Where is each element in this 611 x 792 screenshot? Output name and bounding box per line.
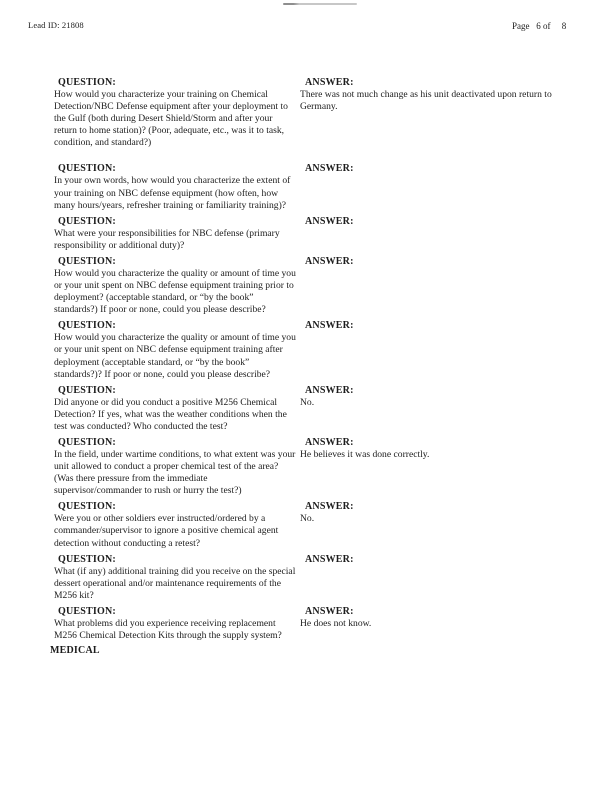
medical-section-heading: MEDICAL xyxy=(50,645,100,657)
question-text: Were you or other soldiers ever instructed/ordered by a commander/supervisor to ignore a positive chemical agent detection without conducting a retest? xyxy=(54,513,279,549)
question-label: QUESTION: xyxy=(58,163,116,175)
question-text: In your own words, how would you characterize the extent of your training on NBC defense equipment (how often, how many hours/years, refresher training or familiarity training)? xyxy=(54,175,291,211)
question-text: In the field, under wartime conditions, to what extent was your unit allowed to conduct a proper chemical test of the area? (Was there pressure from the immediate supervisor/commander to rush or hurry the test?) xyxy=(54,448,296,497)
question-column xyxy=(50,605,299,642)
question-column xyxy=(50,215,299,252)
qa-block xyxy=(50,384,572,433)
answer-label: ANSWER: xyxy=(305,77,354,88)
question-text: How would you characterize the quality or amount of time you or your unit spent on NBC defense equipment training after deployment (acceptable standard, or “by the book” standards?)? If poor or none, could you please describe? xyxy=(54,332,296,380)
question-label: QUESTION: xyxy=(58,605,116,617)
question-text: What problems did you experience receiving replacement M256 Chemical Detection Kits through the supply system? xyxy=(54,617,282,641)
question-text: What (if any) additional training did you receive on the special dessert operational and/or maintenance requirements of the M256 kit? xyxy=(54,565,296,601)
qa-block xyxy=(50,553,572,602)
answer-text: No. xyxy=(300,396,315,408)
answer-text: No. xyxy=(300,513,315,525)
question-column xyxy=(50,384,299,433)
answer-label: ANSWER: xyxy=(305,605,354,617)
qa-content xyxy=(50,76,572,656)
answer-label: ANSWER: xyxy=(305,320,354,332)
qa-block xyxy=(50,319,572,380)
lead-id-label: Lead ID: 21808 xyxy=(28,20,84,30)
answer-column xyxy=(299,319,572,332)
answer-column xyxy=(299,605,572,630)
question-column xyxy=(50,319,299,380)
question-text: Did anyone or did you conduct a positive M256 Chemical Detection? If yes, what was the weather conditions when the test was conducted? Who conducted the test? xyxy=(54,396,287,432)
question-text: How would you characterize the quality or amount of time you or your unit spent on NBC defense equipment training prior to deployment? (acceptable standard, or “by the book” standards?) If poor or none, could you please describe? xyxy=(54,267,296,316)
qa-block xyxy=(50,436,572,497)
qa-block xyxy=(50,255,572,316)
question-label: QUESTION: xyxy=(58,77,116,88)
question-label: QUESTION: xyxy=(58,501,116,513)
answer-column xyxy=(299,436,572,461)
question-column xyxy=(50,553,299,602)
page-number: Page 6 of 8 xyxy=(512,21,567,31)
answer-text: He believes it was done correctly. xyxy=(300,448,430,460)
qa-block xyxy=(50,605,572,642)
answer-label: ANSWER: xyxy=(305,215,354,227)
answer-label: ANSWER: xyxy=(305,163,354,175)
question-column xyxy=(50,162,299,211)
qa-block xyxy=(50,162,572,211)
answer-label: ANSWER: xyxy=(305,384,354,396)
answer-label: ANSWER: xyxy=(305,553,354,565)
question-column xyxy=(50,76,299,149)
answer-column xyxy=(299,76,572,113)
answer-label: ANSWER: xyxy=(305,501,354,513)
question-label: QUESTION: xyxy=(58,255,116,267)
question-column xyxy=(50,436,299,497)
question-label: QUESTION: xyxy=(58,320,116,332)
question-label: QUESTION: xyxy=(58,215,116,227)
qa-block xyxy=(50,500,572,549)
answer-column xyxy=(299,215,572,228)
question-label: QUESTION: xyxy=(58,553,116,565)
question-text: How would you characterize your training on Chemical Detection/NBC Defense equipment after your deployment to the Gulf (both during Desert Shield/Storm and after your return to home station)? (Poor, adequate, etc., was it to task, condition, and standard?) xyxy=(54,89,288,149)
question-column xyxy=(50,255,299,316)
answer-column xyxy=(299,384,572,409)
qa-block xyxy=(50,215,572,252)
answer-column xyxy=(299,500,572,525)
answer-text: There was not much change as his unit deactivated upon return to Germany. xyxy=(300,89,552,113)
scan-artifact-line xyxy=(283,3,357,5)
answer-label: ANSWER: xyxy=(305,255,354,267)
answer-column xyxy=(299,255,572,268)
qa-block xyxy=(50,76,572,149)
question-label: QUESTION: xyxy=(58,384,116,396)
question-text: What were your responsibilities for NBC defense (primary responsibility or additional duty)? xyxy=(54,227,280,251)
answer-column xyxy=(299,162,572,175)
question-column xyxy=(50,500,299,549)
question-label: QUESTION: xyxy=(58,436,116,448)
answer-text: He does not know. xyxy=(300,617,372,629)
answer-column xyxy=(299,553,572,566)
answer-label: ANSWER: xyxy=(305,436,354,448)
